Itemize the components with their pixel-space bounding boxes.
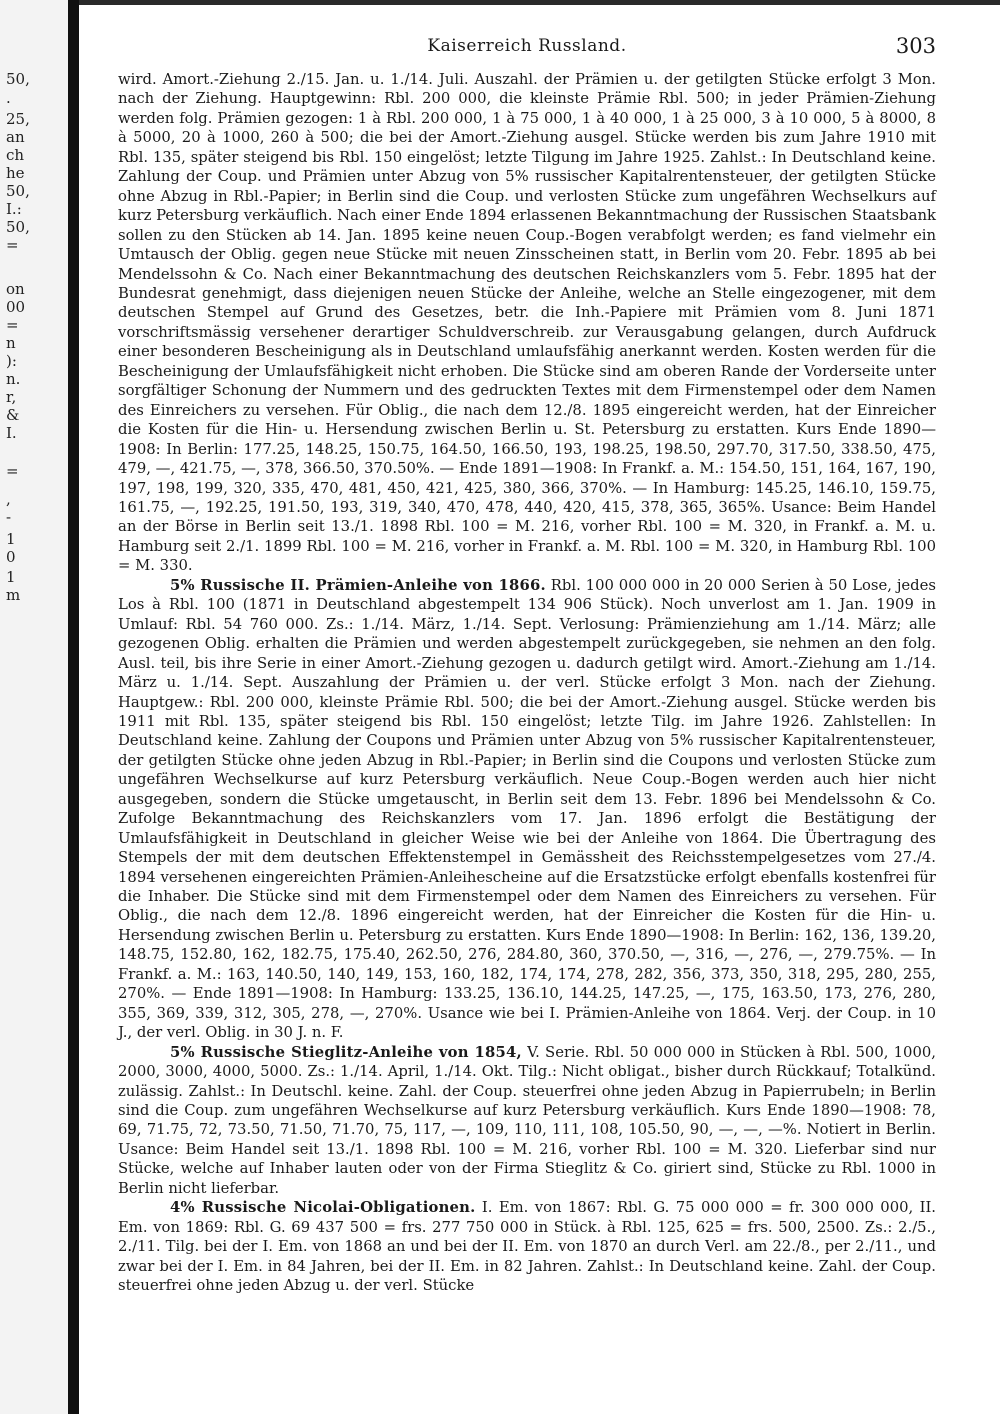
scan-top-edge (79, 0, 1000, 5)
book-page (118, 36, 936, 1296)
gutter-fragment: n. (6, 370, 21, 388)
gutter-fragment: 25, (6, 110, 30, 128)
page-body (118, 70, 936, 1296)
entry-heading: 4% Russische Nicolai-Obligationen. (170, 1199, 476, 1217)
paragraph-russische-nicolai-obligationen (118, 1198, 936, 1295)
running-head (118, 36, 936, 70)
gutter-fragment: 50, (6, 70, 30, 88)
gutter-fragment: = (6, 236, 19, 254)
gutter-fragment: n (6, 334, 16, 352)
entry-heading: 5% Russische II. Prämien-Anleihe von 1866. (170, 576, 546, 594)
gutter-fragment: ): (6, 352, 17, 370)
gutter-fragment: on (6, 280, 25, 298)
gutter-fragment: an (6, 128, 25, 146)
gutter-fragment: 50, (6, 218, 30, 236)
gutter-fragment: 1 (6, 530, 16, 548)
gutter-fragment: , (6, 490, 11, 508)
book-binding-edge (68, 0, 79, 1414)
paragraph-text: Rbl. 100 000 000 in 20 000 Serien à 50 Lose, jedes Los à Rbl. 100 (1871 in Deutschland abgestempelt 134 906 Stück). Noch unverlost am 1. Jan. 1909 in Umlauf: Rbl. 54 760 000. Zs.: 1./14. März, 1./14. Sept. Verlosung: Prämienziehung am 1./14. März; alle gezogenen Oblig. erhalten die Prämien und werden abgestempelt zurückgegeben, sie nehmen an den folg. Ausl. teil, bis ihre Serie in einer Amort.-Ziehung gezogen u. dadurch getilgt wird. Amort.-Ziehung am 1./14. März u. 1./14. Sept. Auszahlung der Prämien u. der verl. Stücke erfolgt 3 Mon. nach der Ziehung. Hauptgew.: Rbl. 200 000, kleinste Prämie Rbl. 500; die bei der Amort.-Ziehung ausgel. Stücke werden bis 1911 mit Rbl. 135, später steigend bis Rbl. 150 eingelöst; letzte Tilg. im Jahre 1926. Zahlstellen: In Deutschland keine. Zahlung der Coupons und Prämien unter Abzug von 5% russischer Kapitalrentensteuer, der getilgten Stücke ohne jeden Abzug in Rbl.-Papier; in Berlin sind die Coupons und verlosten Stücke zum ungefähren Wechselkurse auf kurz Petersburg verkäuflich. Neue Coup.-Bogen werden auch hier nicht ausgegeben, sondern die Stücke umgetauscht, in Berlin seit dem 13. Febr. 1896 bei Mendelssohn & Co. Zufolge Bekanntmachung des Reichskanzlers vom 17. Jan. 1896 erfolgt die Bestätigung der Umlaufsfähigkeit in Deutschland in gleicher Weise wie bei der Anleihe von 1864. Die Übertragung des Stempels der mit dem deutschen Effektenstempel in Gemässheit des Reichsstempelgesetzes vom 27./4. 1894 versehenen eingereichten Prämien-Anleihescheine auf die Ersatzstücke erfolgt ebenfalls kostenfrei für die Inhaber. Die Stücke sind mit dem Firmenstempel oder dem Namen des Einreichers zu versehen. Für Oblig., die nach dem 12./8. 1896 eingereicht werden, hat der Einreicher die Kosten für die Hin- u. Hersendung zwischen Berlin u. Petersburg zu erstatten. Kurs Ende 1890—1908: In Berlin: 162, 136, 139.20, 148.75, 152.80, 162, 182.75, 175.40, 262.50, 276, 284.80, 360, 370.50, —, 316, —, 276, —, 279.75%. — In Frankf. a. M.: 163, 140.50, 140, 149, 153, 160, 182, 174, 174, 278, 282, 356, 373, 350, 318, 295, 280, 255, 270%. — Ende 1891—1908: In Hamburg: 133.25, 136.10, 144.25, 147.25, —, 175, 163.50, 173, 276, 280, 355, 369, 339, 312, 305, 278, —, 270%. Usance wie bei I. Prämien-Anleihe von 1864. Verj. der Coup. in 10 J., der verl. Oblig. in 30 J. n. F. (118, 576, 936, 1042)
gutter-fragment: m (6, 586, 21, 604)
paragraph-russische-ii-praemien-anleihe-1866 (118, 576, 936, 1043)
paragraph-text: V. Serie. Rbl. 50 000 000 in Stücken à Rbl. 500, 1000, 2000, 3000, 4000, 5000. Zs.: 1./14. April, 1./14. Okt. Tilg.: Nicht obligat., bisher durch Rückkauf; Totalkünd. zulässig. Zahlst.: In Deutschl. keine. Zahl. der Coup. steuerfrei ohne jeden Abzug in Papierrubeln; in Berlin sind die Coup. zum ungefähren Wechselkurse auf kurz Petersburg verkäuflich. Kurs Ende 1890—1908: 78, 69, 71.75, 72, 73.50, 71.50, 71.70, 75, 117, —, 109, 110, 111, 108, 105.50, 90, —, —, —%. Notiert in Berlin. Usance: Beim Handel seit 13./1. 1898 Rbl. 100 = M. 216, vorher Rbl. 100 = M. 320. Lieferbar sind nur Stücke, welche auf Inhaber lauten oder von der Firma Stieglitz & Co. giriert sind, Stücke zu Rbl. 1000 in Berlin nicht lieferbar. (118, 1043, 937, 1197)
paragraph-russische-stieglitz-anleihe-1854 (118, 1043, 936, 1199)
gutter-fragment: = (6, 316, 19, 334)
gutter-fragment: I. (6, 424, 17, 442)
gutter-fragment: 00 (6, 298, 26, 316)
gutter-fragment: 0 (6, 548, 16, 566)
gutter-fragment: & (6, 406, 20, 424)
gutter-fragment: = (6, 462, 19, 480)
paragraph-continuation (118, 70, 936, 576)
gutter-fragment: ch (6, 146, 25, 164)
paragraph-text: wird. Amort.-Ziehung 2./15. Jan. u. 1./14. Juli. Auszahl. der Prämien u. der getilgten Stücke erfolgt 3 Mon. nach der Ziehung. Hauptgewinn: Rbl. 200 000, die kleinste Prämie Rbl. 500; in jeder Prämien-Ziehung werden folg. Prämien gezogen: 1 à Rbl. 200 000, 1 à 75 000, 1 à 40 000, 1 à 25 000, 3 à 10 000, 5 à 8000, 8 à 5000, 20 à 1000, 260 à 500; die bei der Amort.-Ziehung ausgel. Stücke werden bis zum Jahre 1910 mit Rbl. 135, später steigend bis Rbl. 150 eingelöst; letzte Tilgung im Jahre 1925. Zahlst.: In Deutschland keine. Zahlung der Coup. und Prämien unter Abzug von 5% russischer Kapitalrentensteuer, der getilgten Stücke ohne Abzug in Rbl.-Papier; in Berlin sind die Coup. und verlosten Stücke zum ungefähren Wechselkurs auf kurz Petersburg verkäuflich. Nach einer Ende 1894 erlassenen Bekanntmachung der Russischen Staatsbank sollen zu den Stücken ab 14. Jan. 1895 keine neuen Coup.-Bogen verabfolgt werden; es fand vielmehr ein Umtausch der Oblig. gegen neue Stücke mit neuen Zinsscheinen statt, in Berlin vom 20. Febr. 1895 ab bei Mendelssohn & Co. Nach einer Bekanntmachung des deutschen Reichskanzlers vom 5. Febr. 1895 hat der Bundesrat genehmigt, dass diejenigen neuen Stücke der Anleihe, welche an Stelle eingezogener, mit dem deutschen Stempel auf Grund des Gesetzes, betr. die Inh.-Papiere mit Prämien vom 8. Juni 1871 vorschriftsmässig versehener derartiger Schuldverschreib. zur Verausgabung gelangen, durch Aufdruck einer besonderen Bescheinigung als in Deutschland umlaufsfähig anerkannt werden. Kosten werden für die Bescheinigung der Umlaufsfähigkeit nicht erhoben. Die Stücke sind am oberen Rande der Vorderseite unter sorgfältiger Schonung der Nummern und des gedruckten Textes mit dem Firmenstempel oder dem Namen des Einreichers zu versehen. Für Oblig., die nach dem 12./8. 1895 eingereicht werden, hat der Einreicher die Kosten für die Hin- u. Hersendung zwischen Berlin u. St. Petersburg zu erstatten. Kurs Ende 1890—1908: In Berlin: 177.25, 148.25, 150.75, 164.50, 166.50, 193, 198.25, 198.50, 297.70, 317.50, 338.50, 475, 479, —, 421.75, —, 378, 366.50, 370.50%. — Ende 1891—1908: In Frankf. a. M.: 154.50, 151, 164, 167, 190, 197, 198, 199, 320, 335, 470, 481, 450, 421, 425, 380, 366, 370%. — In Hamburg: 145.25, 146.10, 159.75, 161.75, —, 192.25, 191.50, 193, 319, 340, 470, 478, 440, 420, 415, 378, 365, 365%. Usance: Beim Handel an der Börse in Berlin seit 13./1. 1898 Rbl. 100 = M. 216, vorher Rbl. 100 = M. 320, in Frankf. a. M. u. Hamburg seit 2./1. 1899 Rbl. 100 = M. 216, vorher in Frankf. a. M. Rbl. 100 = M. 320, in Hamburg Rbl. 100 = M. 330. (118, 71, 936, 575)
gutter-fragment: I.: (6, 200, 22, 218)
running-title: Kaiserreich Russland. (427, 36, 627, 56)
paragraph-text: I. Em. von 1867: Rbl. G. 75 000 000 = fr. 300 000 000, II. Em. von 1869: Rbl. G. 69 437 500 = frs. 277 750 000 in Stück. à Rbl. 125, 625 = frs. 500, 2500. Zs.: 2./5., 2./11. Tilg. bei der I. Em. von 1868 an und bei der II. Em. von 1870 an durch Verl. am 22./8., per 2./11., und zwar bei der I. Em. in 84 Jahren, bei der II. Em. in 82 Jahren. Zahlst.: In Deutschland keine. Zahl. der Coup. steuerfrei ohne jeden Abzug u. der verl. Stücke (118, 1199, 937, 1295)
page-number: 303 (895, 34, 936, 58)
gutter-fragment: r, (6, 388, 17, 406)
entry-heading: 5% Russische Stieglitz-Anleihe von 1854, (170, 1043, 522, 1061)
gutter-fragment: he (6, 164, 25, 182)
gutter-fragment: - (6, 508, 12, 526)
gutter-fragment: 1 (6, 568, 16, 586)
gutter-fragment: . (6, 89, 11, 107)
gutter-fragment: 50, (6, 182, 30, 200)
left-page-gutter (0, 0, 68, 1414)
